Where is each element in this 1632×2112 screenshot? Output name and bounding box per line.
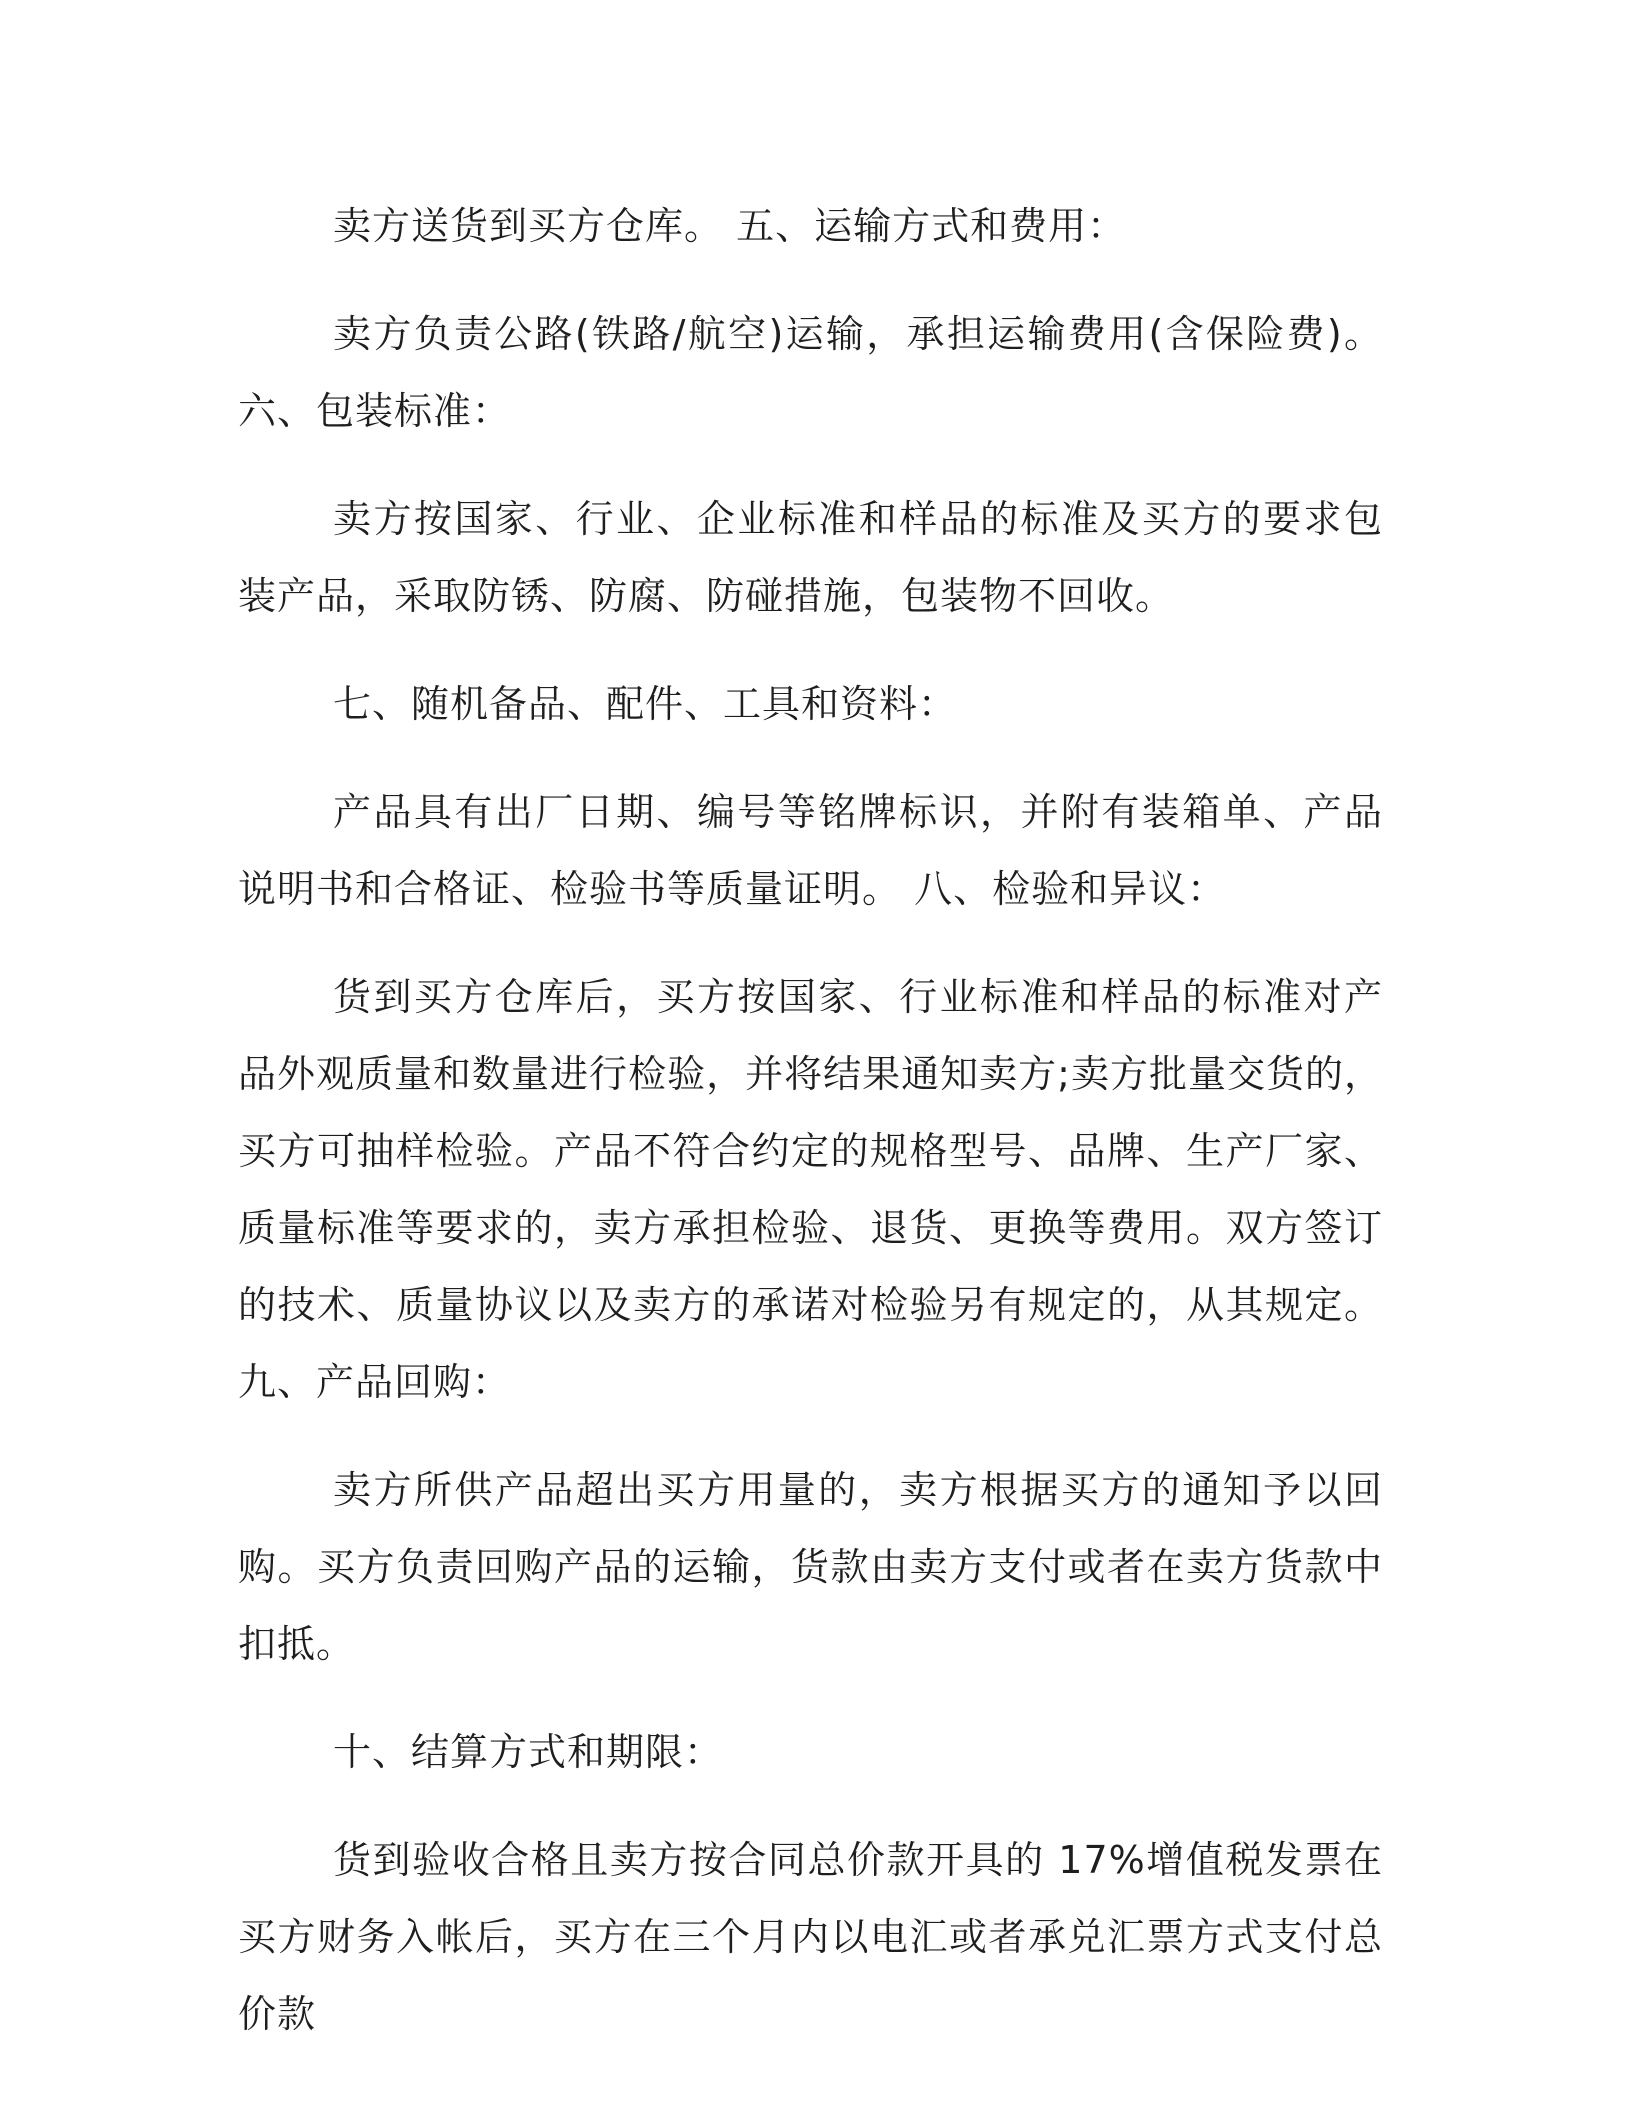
paragraph-inspection: 货到买方仓库后，买方按国家、行业标准和样品的标准对产品外观质量和数量进行检验，并将结果通知卖方;卖方批量交货的，买方可抽样检验。产品不符合约定的规格型号、品牌、生产厂家、质量标准等要求的，卖方承担检验、退货、更换等费用。双方签订的技术、质量协议以及卖方的承诺对检验另有规定的，从其规定。 九、产品回购：: [238, 975, 1383, 1404]
paragraph-accessories-heading: 七、随机备品、配件、工具和资料：: [333, 682, 958, 726]
paragraph-settlement: 货到验收合格且卖方按合同总价款开具的 17%增值税发票在买方财务入帐后，买方在三个月内以电汇或者承兑汇票方式支付总价款: [238, 1838, 1383, 2036]
paragraph-packaging: 卖方按国家、行业、企业标准和样品的标准及买方的要求包装产品，采取防锈、防腐、防碰措施，包装物不回收。: [238, 497, 1383, 618]
document-body: [238, 188, 1383, 2084]
paragraph-transport: 卖方负责公路(铁路/航空)运输，承担运输费用(含保险费)。 六、包装标准：: [238, 312, 1383, 433]
paragraph-settlement-heading: 十、结算方式和期限：: [333, 1730, 724, 1774]
paragraph-buyback: 卖方所供产品超出买方用量的，卖方根据买方的通知予以回购。买方负责回购产品的运输，货款由卖方支付或者在卖方货款中扣抵。: [238, 1468, 1383, 1666]
paragraph-delivery: 卖方送货到买方仓库。 五、运输方式和费用：: [333, 204, 1127, 248]
paragraph-accessories: 产品具有出厂日期、编号等铭牌标识，并附有装箱单、产品说明书和合格证、检验书等质量证明。 八、检验和异议：: [238, 790, 1383, 911]
